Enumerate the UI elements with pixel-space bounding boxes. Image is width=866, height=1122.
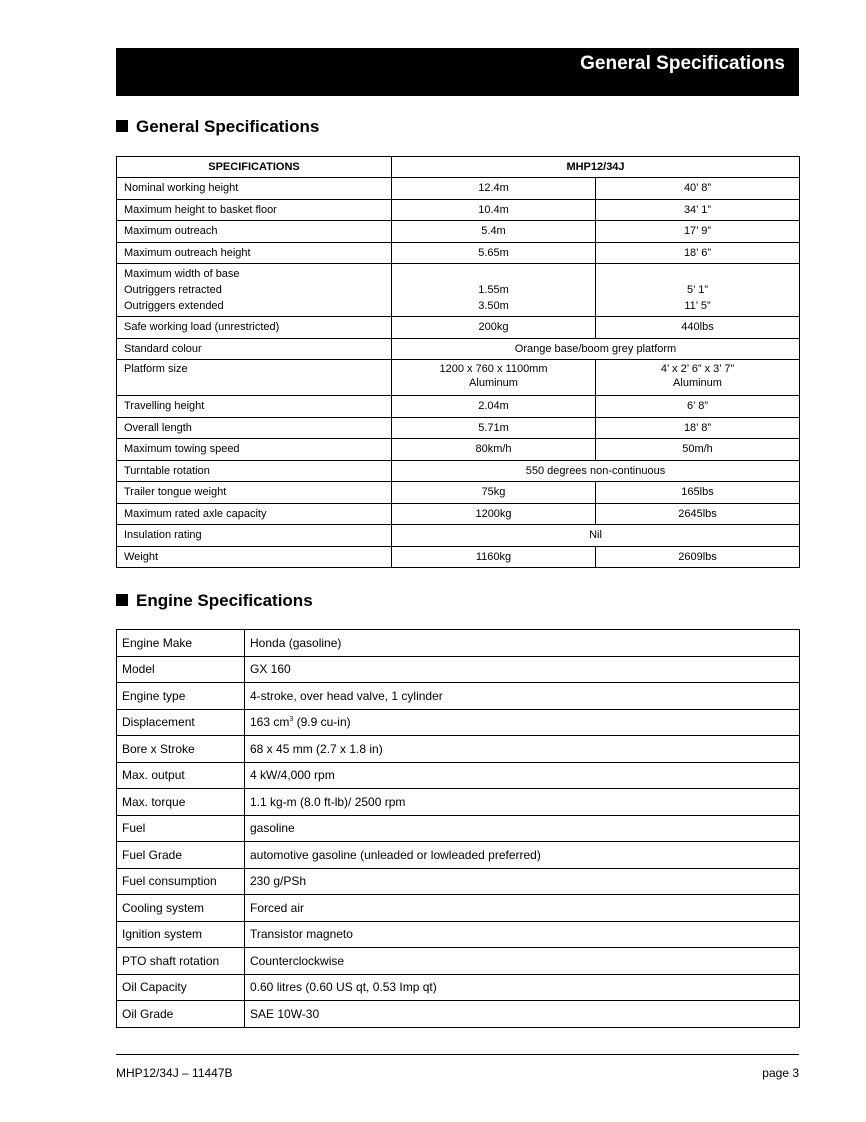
row-label: Weight [117,546,392,568]
row-label: Platform size [117,360,392,396]
row-value: GX 160 [245,656,800,683]
table-row [117,396,800,418]
table-row [117,439,800,461]
table-row [117,525,800,547]
imperial-value: 18’ 8” [596,417,800,439]
row-label: Engine type [117,683,245,710]
row-value: 230 g/PSh [245,868,800,895]
row-label: Maximum towing speed [117,439,392,461]
metric-value: 75kg [392,482,596,504]
displacement-imperial: (9.9 cu-in) [293,715,351,730]
imperial-value: 34’ 1” [596,199,800,221]
metric-value: 2.04m [392,396,596,418]
table-row [117,221,800,243]
row-value [245,709,800,736]
table-row [117,482,800,504]
platform-imperial-size: 4’ x 2’ 6” x 3’ 7” [660,363,735,375]
table-row [117,948,800,975]
metric-value [392,264,596,317]
footer-page-number: page 3 [762,1066,799,1080]
engine-spec-heading-text: Engine Specifications [136,591,313,610]
row-label: Ignition system [117,921,245,948]
footer-divider [116,1054,799,1055]
row-value: SAE 10W-30 [245,1001,800,1028]
row-value: 0.60 litres (0.60 US qt, 0.53 Imp qt) [245,974,800,1001]
table-row [117,815,800,842]
row-value: automotive gasoline (unleaded or lowleaded preferred) [245,842,800,869]
table-row [117,736,800,763]
model-column-header: MHP12/34J [392,157,800,178]
table-row [117,546,800,568]
metric-value: 5.4m [392,221,596,243]
row-label: Maximum outreach height [117,242,392,264]
banner-title: General Specifications [580,53,785,74]
general-spec-heading [116,117,319,137]
table-row [117,178,800,200]
merged-value: 550 degrees non-continuous [392,460,800,482]
imperial-value: 165lbs [596,482,800,504]
table-row [117,338,800,360]
row-label: Insulation rating [117,525,392,547]
row-value: Transistor magneto [245,921,800,948]
table-row [117,656,800,683]
displacement-value: 163 cm [250,715,290,730]
row-label: Displacement [117,709,245,736]
row-label: Maximum height to basket floor [117,199,392,221]
row-label: Overall length [117,417,392,439]
row-label: Oil Grade [117,1001,245,1028]
imperial-value: 2609lbs [596,546,800,568]
table-row [117,630,800,657]
row-label: Cooling system [117,895,245,922]
row-value: 1.1 kg-m (8.0 ft-lb)/ 2500 rpm [245,789,800,816]
table-row [117,842,800,869]
row-label: Fuel consumption [117,868,245,895]
retracted-imperial: 5’ 1” [687,284,708,296]
extended-label: Outriggers extended [124,300,224,312]
row-value: Counterclockwise [245,948,800,975]
row-label: Turntable rotation [117,460,392,482]
imperial-value: 40’ 8” [596,178,800,200]
row-label: Safe working load (unrestricted) [117,317,392,339]
metric-value: 1200kg [392,503,596,525]
imperial-value [596,264,800,317]
row-label: Travelling height [117,396,392,418]
platform-metric-size: 1200 x 760 x 1100mm [439,363,548,375]
table-row [117,974,800,1001]
metric-value [392,360,596,396]
merged-value: Nil [392,525,800,547]
row-value: 68 x 45 mm (2.7 x 1.8 in) [245,736,800,763]
row-label: Trailer tongue weight [117,482,392,504]
footer-document-id: MHP12/34J – 11447B [116,1066,233,1080]
table-header-row [117,157,800,178]
extended-imperial: 11’ 5” [684,300,711,312]
metric-value: 12.4m [392,178,596,200]
table-row [117,683,800,710]
header-banner-title-area [116,0,799,96]
imperial-value [596,360,800,396]
spec-column-header: SPECIFICATIONS [117,157,392,178]
row-label: Bore x Stroke [117,736,245,763]
extended-metric: 3.50m [478,300,509,312]
engine-spec-heading [116,591,313,611]
imperial-value: 6’ 8” [596,396,800,418]
row-label [117,264,392,317]
row-label: Model [117,656,245,683]
row-label: Nominal working height [117,178,392,200]
row-value: 4-stroke, over head valve, 1 cylinder [245,683,800,710]
metric-value: 1160kg [392,546,596,568]
retracted-label: Outriggers retracted [124,284,222,296]
row-value: Forced air [245,895,800,922]
row-label: Max. output [117,762,245,789]
metric-value: 10.4m [392,199,596,221]
table-row [117,895,800,922]
table-row [117,317,800,339]
imperial-value: 440lbs [596,317,800,339]
merged-value: Orange base/boom grey platform [392,338,800,360]
table-row-platform [117,360,800,396]
row-label: Standard colour [117,338,392,360]
metric-value: 80km/h [392,439,596,461]
table-row [117,921,800,948]
row-value: 4 kW/4,000 rpm [245,762,800,789]
row-label: Engine Make [117,630,245,657]
general-spec-heading-text: General Specifications [136,117,320,136]
imperial-value: 50m/h [596,439,800,461]
retracted-metric: 1.55m [478,284,509,296]
platform-imperial-material: Aluminum [673,377,722,389]
table-row-width-of-base [117,264,800,317]
metric-value: 5.65m [392,242,596,264]
imperial-value: 2645lbs [596,503,800,525]
table-row [117,460,800,482]
table-row [117,762,800,789]
row-label: Max. torque [117,789,245,816]
table-row [117,868,800,895]
square-bullet-icon [116,120,128,132]
square-bullet-icon [116,594,128,606]
table-row [117,199,800,221]
platform-metric-material: Aluminum [469,377,518,389]
metric-value: 5.71m [392,417,596,439]
cubic-superscript: 3 [289,716,294,724]
table-row [117,789,800,816]
engine-spec-table [116,629,800,1028]
table-row [117,1001,800,1028]
general-spec-table [116,156,800,568]
row-label: Fuel [117,815,245,842]
row-label: Maximum outreach [117,221,392,243]
table-row [117,417,800,439]
row-label: Fuel Grade [117,842,245,869]
metric-value: 200kg [392,317,596,339]
row-value: Honda (gasoline) [245,630,800,657]
table-row [117,503,800,525]
row-label: Maximum rated axle capacity [117,503,392,525]
imperial-value: 18’ 6” [596,242,800,264]
row-label: PTO shaft rotation [117,948,245,975]
table-row [117,242,800,264]
imperial-value: 17’ 9” [596,221,800,243]
row-label: Oil Capacity [117,974,245,1001]
table-row [117,709,800,736]
width-of-base-label: Maximum width of base [124,268,240,280]
row-value: gasoline [245,815,800,842]
